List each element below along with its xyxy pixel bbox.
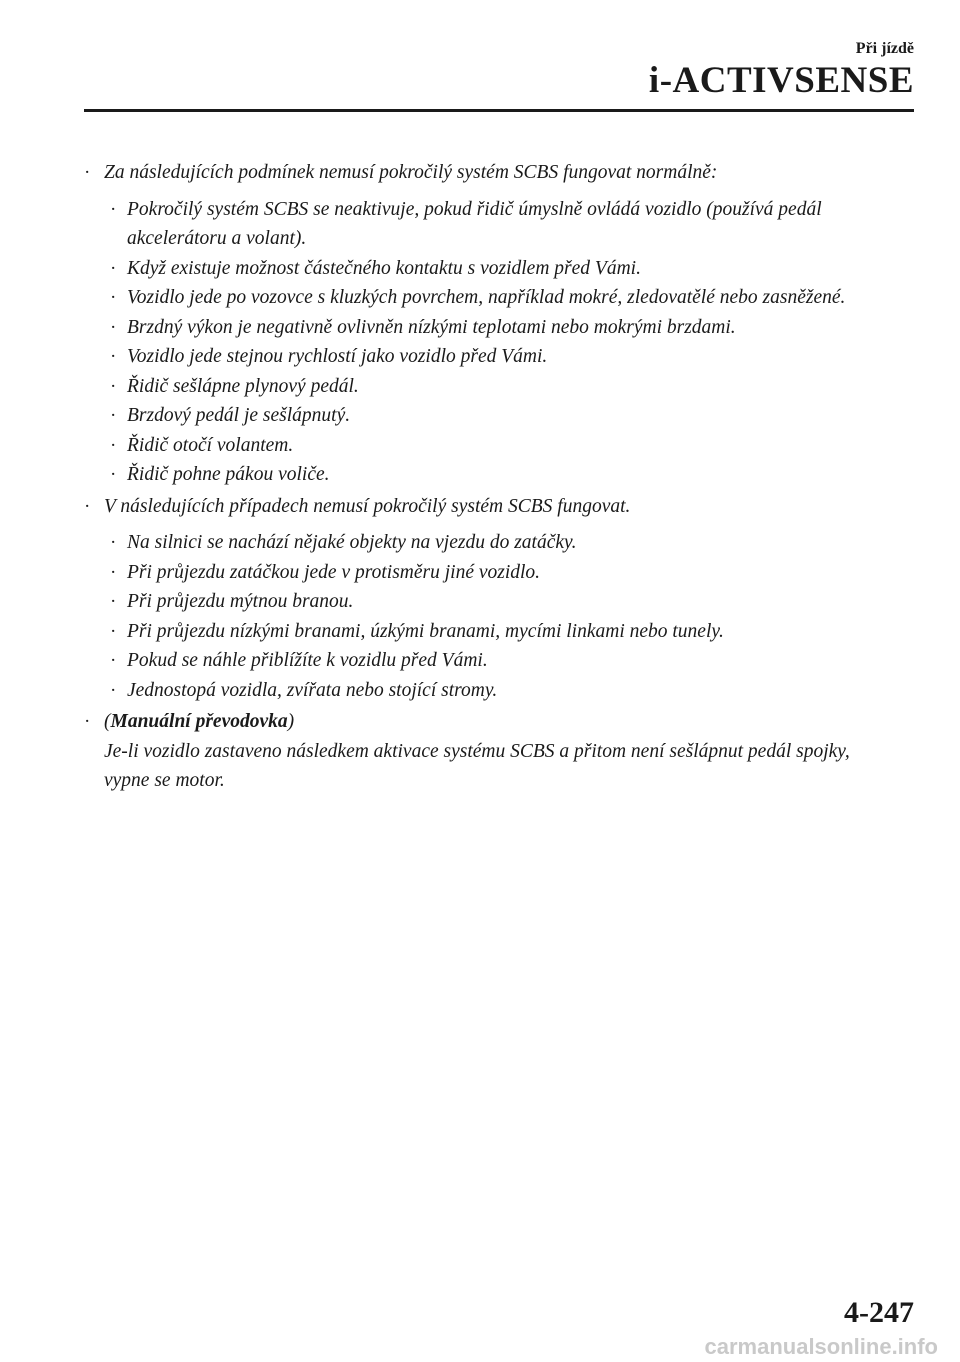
sub-list-item-text: Při průjezdu zatáčkou jede v protisměru jiné vozidlo. <box>127 561 541 583</box>
sub-list-item-text: Na silnici se nachází nějaké objekty na vjezdu do zatáčky. <box>127 532 577 553</box>
sub-list-item-text: Vozidlo jede po vozovce s kluzkých povrchem, například mokré, zledovatělé nebo zasněžené. <box>127 287 846 308</box>
watermark: carmanualsonline.info <box>704 1334 938 1359</box>
sub-list-item-text: Jednostopá vozidla, zvířata nebo stojící stromy. <box>127 679 498 701</box>
list-item <box>84 707 884 796</box>
bullet-icon: · <box>110 198 117 220</box>
bullet-icon: · <box>110 287 117 308</box>
sub-list-item <box>110 646 884 676</box>
bullet-icon: · <box>84 162 91 183</box>
bullet-icon: · <box>110 679 117 701</box>
sub-list-item-text: Řidič pohne pákou voliče. <box>127 464 330 485</box>
bullet-icon: · <box>110 316 117 338</box>
sub-list-item <box>110 431 884 461</box>
sub-list <box>84 195 884 490</box>
list-item-text: Za následujících podmínek nemusí pokročilý systém SCBS fungovat normálně: <box>104 162 718 183</box>
sub-list-item-text: Při průjezdu mýtnou branou. <box>127 591 354 612</box>
sub-list-item <box>110 254 884 284</box>
list-item-text: Je-li vozidlo zastaveno následkem aktivace systému SCBS a přitom není sešlápnut pedál spojky, vypne se motor. <box>104 740 850 791</box>
sub-list-item <box>110 528 884 558</box>
list-item <box>84 158 884 188</box>
sub-list-item <box>110 283 884 313</box>
sub-list-item-text: Brzdový pedál je sešlápnutý. <box>127 405 351 426</box>
sub-list-item-text: Pokročilý systém SCBS se neaktivuje, pokud řidič úmyslně ovládá vozidlo (používá pedál akcelerátoru a volant). <box>127 198 822 249</box>
page-number: 4-247 <box>844 1296 914 1329</box>
bullet-icon: · <box>110 257 117 279</box>
section-name: Při jízdě <box>855 40 914 57</box>
bullet-icon: · <box>110 405 117 426</box>
sub-list-item-text: Při průjezdu nízkými branami, úzkými branami, mycími linkami nebo tunely. <box>127 620 724 642</box>
sub-list-item <box>110 195 884 254</box>
chapter-title: i-ACTIVSENSE <box>648 60 914 101</box>
bullet-icon: · <box>110 532 117 553</box>
sub-list-item-text: Řidič sešlápne plynový pedál. <box>127 375 359 397</box>
sub-list-item-text: Řidič otočí volantem. <box>127 434 294 456</box>
list-item-text: V následujících případech nemusí pokročilý systém SCBS fungovat. <box>104 495 631 517</box>
bullet-icon: · <box>110 434 117 456</box>
sub-list-item <box>110 313 884 343</box>
bullet-icon: · <box>84 711 91 732</box>
sub-list-item <box>110 372 884 402</box>
sub-list-item <box>110 342 884 372</box>
bullet-icon: · <box>84 495 91 517</box>
sub-list-item-text: Brzdný výkon je negativně ovlivněn nízkými teplotami nebo mokrými brzdami. <box>127 316 736 338</box>
sub-list-item <box>110 460 884 490</box>
bullet-icon: · <box>110 620 117 642</box>
sub-list-item <box>110 558 884 588</box>
paren-open: ( <box>104 711 111 732</box>
bullet-icon: · <box>110 375 117 397</box>
bullet-icon: · <box>110 650 117 671</box>
bullet-icon: · <box>110 561 117 583</box>
paren-close: ) <box>287 711 295 732</box>
sub-list-item <box>110 617 884 647</box>
list-item <box>84 492 884 522</box>
bullet-icon: · <box>110 464 117 485</box>
transmission-label: Manuální převodovka <box>110 711 288 732</box>
sub-list-item <box>110 676 884 706</box>
sub-list-item-text: Pokud se náhle přiblížíte k vozidlu před Vámi. <box>127 650 488 671</box>
sub-list-item <box>110 587 884 617</box>
sub-list-item-text: Vozidlo jede stejnou rychlostí jako vozidlo před Vámi. <box>127 346 548 367</box>
sub-list <box>84 528 884 705</box>
bullet-icon: · <box>110 346 117 367</box>
page-content <box>84 158 884 796</box>
header-divider <box>84 109 914 112</box>
sub-list-item-text: Když existuje možnost částečného kontaktu s vozidlem před Vámi. <box>127 257 641 279</box>
sub-list-item <box>110 401 884 431</box>
bullet-icon: · <box>110 591 117 612</box>
